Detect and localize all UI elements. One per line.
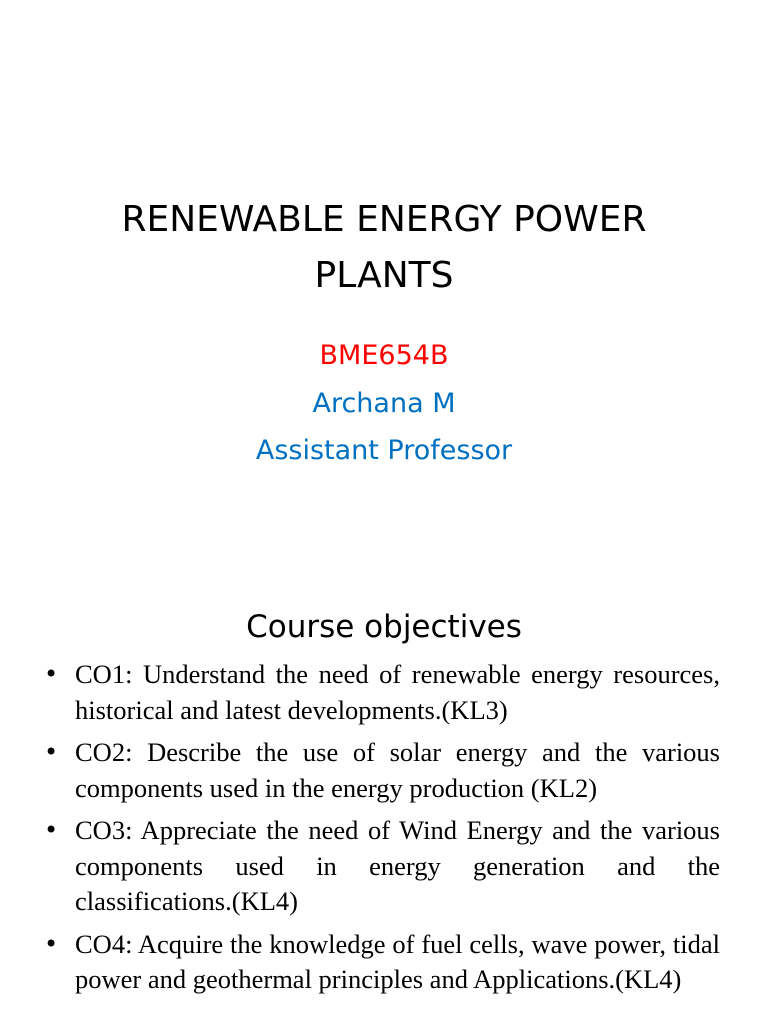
course-code: BME654B: [319, 340, 449, 371]
objective-text: CO4: Acquire the knowledge of fuel cells, wave power, tidal power and geothermal principles and Applications.(KL4): [75, 928, 720, 994]
objective-text: CO1: Understand the need of renewable energy resources, historical and latest developments.(KL3): [75, 659, 720, 725]
objective-item-co1: [0, 657, 768, 728]
author-designation: Assistant Professor: [255, 435, 513, 466]
bullet-icon: •: [44, 929, 59, 958]
objectives-heading: Course objectives: [246, 609, 522, 645]
subtitle-block: [60, 332, 708, 475]
author-name: Archana M: [312, 387, 456, 419]
bullet-icon: •: [44, 816, 59, 844]
objective-item-co2: [0, 735, 768, 806]
objective-text: CO3: Appreciate the need of Wind Energy and the various components used in energy generation and the classifications.(KL4): [75, 815, 720, 916]
slide-title: RENEWABLE ENERGY POWER PLANTS: [121, 199, 647, 296]
objectives-list: [0, 657, 768, 1005]
bullet-icon: •: [44, 660, 59, 688]
objective-item-co4: [0, 927, 768, 998]
bullet-icon: •: [44, 738, 59, 766]
objective-item-co3: [0, 813, 768, 920]
objective-text: CO2: Describe the use of solar energy and the various components used in the energy production (KL2): [75, 737, 720, 803]
